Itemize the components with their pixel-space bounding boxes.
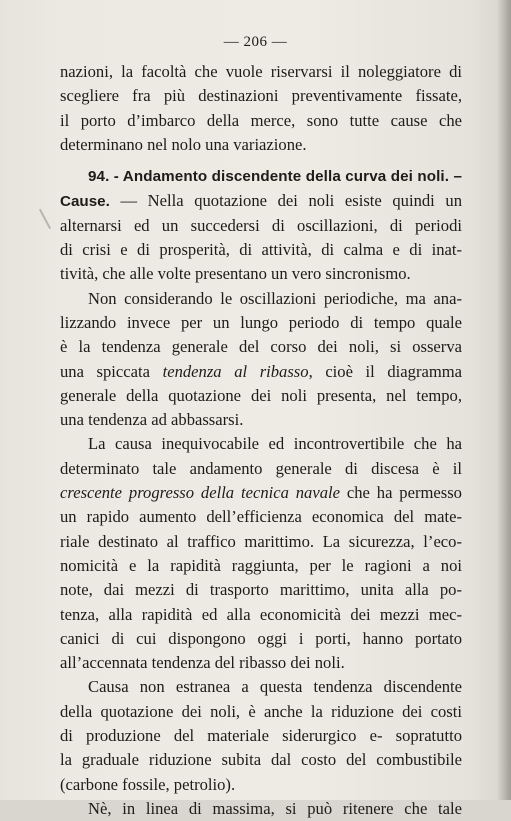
text-line: (carbone fossile, petrolio). (60, 774, 236, 794)
text-line: determinato tale andamento generale di discesa è il (60, 458, 462, 478)
text-fragment: una spiccata (60, 361, 150, 381)
text-line: di produzione del materiale siderurgico e- sopratutto (60, 726, 462, 746)
text-fragment: , cioè il diagramma (308, 361, 463, 381)
text-fragment: — Nella quotazione dei noli esiste quindi un (120, 191, 462, 211)
section-heading: 94. - Andamento discendente della curva dei noli. – (88, 168, 462, 186)
text-line: tività, che alle volte presentano un vero sincronismo. (60, 264, 411, 284)
text-line: note, dai mezzi di trasporto marittimo, unita alla po- (60, 580, 462, 600)
text-line: la graduale riduzione subita dal costo del combustibile (60, 750, 462, 770)
section-heading-continuation: Cause. (60, 193, 110, 211)
text-line: riale destinato al traffico marittimo. La sicurezza, l’eco- (60, 531, 462, 551)
italic-emphasis: crescente progresso della tecnica navale (60, 483, 340, 503)
text-line: il porto d’imbarco della merce, sono tutte cause che (60, 110, 462, 130)
text-line: scegliere fra più destinazioni preventivamente fissate, (60, 86, 462, 106)
text-line (60, 360, 462, 384)
italic-emphasis: tendenza al ribasso (162, 361, 309, 381)
scan-mark (39, 209, 51, 229)
text-line: determinano nel nolo una variazione. (60, 134, 307, 154)
page-edge-shadow (497, 0, 511, 800)
text-line: canici di cui dispongono oggi i porti, hanno portato (60, 628, 462, 648)
text-line (60, 189, 462, 213)
text-line: Nè, in linea di massima, si può ritenere che tale (88, 798, 462, 818)
text-line: nomicità e la rapidità raggiunta, per le ragioni a noi (60, 555, 462, 575)
page-number: — 206 — (223, 34, 288, 50)
text-line: generale della quotazione dei noli presenta, nel tempo, (60, 385, 462, 405)
text-line: all’accennata tendenza del ribasso dei noli. (60, 653, 345, 673)
text-line (60, 481, 462, 505)
text-line: della quotazione dei noli, è anche la riduzione dei costi (60, 701, 462, 721)
text-line: nazioni, la facoltà che vuole riservarsi il noleggiatore di (60, 62, 462, 81)
text-line: è la tendenza generale del corso dei noli, si osserva (60, 337, 462, 357)
body-text (60, 60, 462, 821)
text-line: Non considerando le oscillazioni periodiche, ma ana- (88, 288, 462, 308)
text-line: tenza, alla rapidità ed alla economicità dei mezzi mec- (60, 604, 462, 624)
text-fragment: che ha permesso (346, 483, 462, 503)
text-line: alternarsi ed un succedersi di oscillazioni, di periodi (60, 215, 462, 235)
text-line: un rapido aumento dell’efficienza economica del mate- (60, 507, 462, 527)
text-line: La causa inequivocabile ed incontrovertibile che ha (88, 434, 462, 454)
text-line: una tendenza ad abbassarsi. (60, 410, 244, 430)
text-line: di crisi e di prosperità, di attività, di calma e di inat- (60, 240, 462, 260)
text-line: lizzando invece per un lungo periodo di tempo quale (60, 312, 462, 332)
text-line: Causa non estranea a questa tendenza discendente (88, 677, 462, 697)
